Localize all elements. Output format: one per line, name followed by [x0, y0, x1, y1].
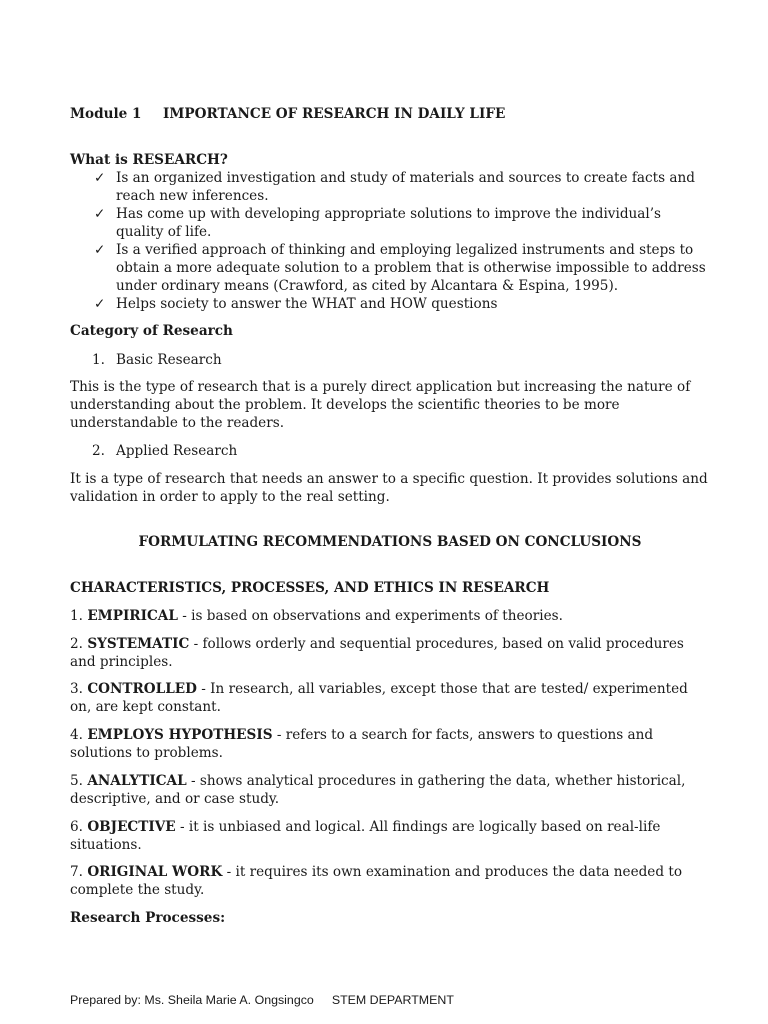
characteristic-item-controlled: 3. CONTROLLED - In research, all variables, except those that are tested/ experimented on, are kept constant.: [70, 681, 688, 715]
characteristic-item-empirical: 1. EMPIRICAL - is based on observations and experiments of theories.: [70, 608, 563, 624]
characteristic-term: EMPIRICAL: [87, 608, 178, 624]
list-item: ✓ Helps society to answer the WHAT and HOW questions: [94, 296, 498, 312]
characteristic-item-objective: 6. OBJECTIVE - it is unbiased and logical. All findings are logically based on real-life situations.: [70, 819, 661, 853]
applied-research-label: Applied Research: [116, 443, 238, 459]
characteristics-heading: CHARACTERISTICS, PROCESSES, AND ETHICS IN RESEARCH: [70, 580, 550, 596]
characteristic-term: ANALYTICAL: [87, 773, 187, 789]
item-number: 2.: [92, 443, 105, 459]
what-is-research-heading: What is RESEARCH?: [70, 152, 228, 168]
characteristic-term: ORIGINAL WORK: [87, 864, 223, 880]
basic-research-description: This is the type of research that is a purely direct application but increasing the nature of understanding about the problem. It develops the scientific theories to be more understandable to the readers.: [70, 379, 691, 431]
characteristic-term: EMPLOYS HYPOTHESIS: [87, 727, 273, 743]
checkmark-icon: ✓: [94, 170, 106, 186]
module-label: Module 1: [70, 106, 142, 122]
checkmark-icon: ✓: [94, 296, 106, 312]
list-item: ✓ Has come up with developing appropriate solutions to improve the individual’s quality of life.: [94, 206, 662, 240]
page-footer: [70, 991, 454, 1009]
category-heading: Category of Research: [70, 323, 233, 339]
research-processes-heading: Research Processes:: [70, 910, 226, 926]
module-heading: [70, 105, 710, 123]
item-number: 1.: [92, 352, 105, 368]
list-item: ✓ Is an organized investigation and study of materials and sources to create facts and reach new inferences.: [94, 170, 695, 204]
applied-research-item: [70, 442, 732, 460]
research-definition-list: [70, 169, 710, 313]
checkmark-icon: ✓: [94, 242, 106, 258]
checkmark-icon: ✓: [94, 206, 106, 222]
module-title: IMPORTANCE OF RESEARCH IN DAILY LIFE: [163, 106, 506, 122]
characteristic-item-analytical: 5. ANALYTICAL - shows analytical procedures in gathering the data, whether historical, descriptive, and or case study.: [70, 773, 686, 807]
prepared-by: Prepared by: Ms. Sheila Marie A. Ongsingco: [70, 993, 314, 1007]
characteristic-term: SYSTEMATIC: [87, 636, 190, 652]
formulating-heading: FORMULATING RECOMMENDATIONS BASED ON CONCLUSIONS: [138, 534, 642, 550]
basic-research-item: [70, 351, 732, 369]
characteristic-term: OBJECTIVE: [87, 819, 176, 835]
characteristic-item-original-work: 7. ORIGINAL WORK - it requires its own examination and produces the data needed to complete the study.: [70, 864, 683, 898]
characteristic-term: CONTROLLED: [87, 681, 197, 697]
department: STEM DEPARTMENT: [331, 993, 454, 1007]
applied-research-description: It is a type of research that needs an answer to a specific question. It provides solutions and validation in order to apply to the real setting.: [70, 471, 708, 505]
characteristic-item-hypothesis: 4. EMPLOYS HYPOTHESIS - refers to a search for facts, answers to questions and solutions to problems.: [70, 727, 654, 761]
basic-research-label: Basic Research: [116, 352, 222, 368]
characteristic-item-systematic: 2. SYSTEMATIC - follows orderly and sequential procedures, based on valid procedures and principles.: [70, 636, 684, 670]
list-item: ✓ Is a verified approach of thinking and employing legalized instruments and steps to obtain a more adequate solution to a problem that is otherwise impossible to address under ordinary means (Crawford, as cited by Alcantara & Espina, 1995).: [94, 242, 706, 294]
